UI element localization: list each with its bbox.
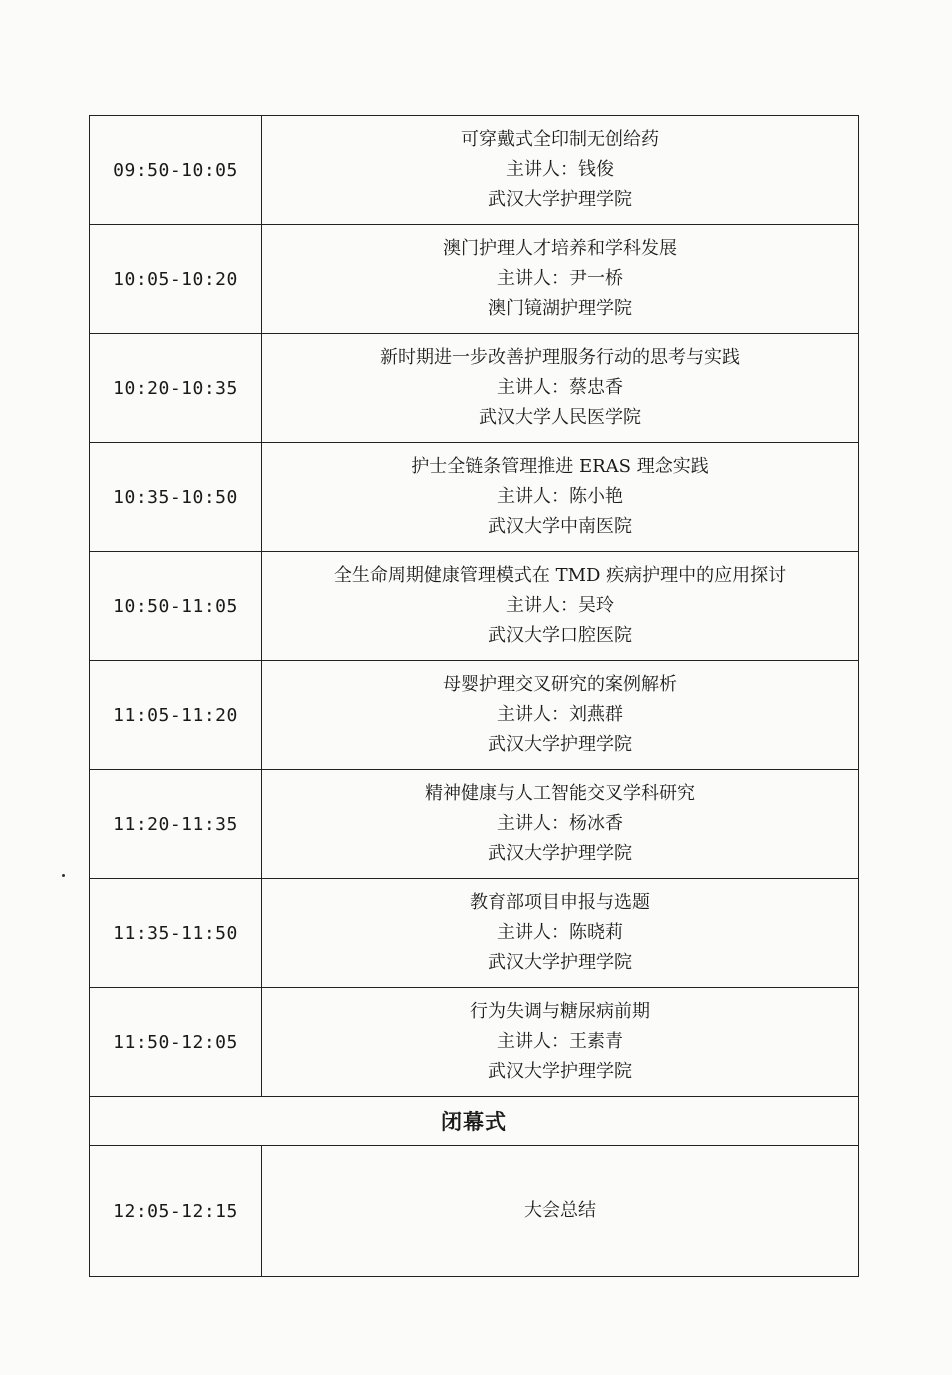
session-org: 武汉大学人民医学院 <box>479 407 641 428</box>
session-row <box>90 443 859 552</box>
session-row <box>90 225 859 334</box>
session-org: 武汉大学护理学院 <box>488 952 632 973</box>
session-speaker: 主讲人：尹一桥 <box>497 268 623 289</box>
session-org: 澳门镜湖护理学院 <box>488 298 632 319</box>
session-title: 全生命周期健康管理模式在 TMD 疾病护理中的应用探讨 <box>333 565 787 586</box>
session-org: 武汉大学中南医院 <box>488 516 632 537</box>
closing-time: 12:05-12:15 <box>90 1146 262 1277</box>
session-details <box>262 879 859 988</box>
session-org: 武汉大学护理学院 <box>488 1061 632 1082</box>
session-details <box>262 770 859 879</box>
scan-speck <box>62 874 65 877</box>
session-details <box>262 225 859 334</box>
session-org: 武汉大学口腔医院 <box>488 625 632 646</box>
session-title: 澳门护理人才培养和学科发展 <box>443 238 677 259</box>
session-details <box>262 443 859 552</box>
session-details <box>262 334 859 443</box>
session-row <box>90 770 859 879</box>
session-speaker: 主讲人：钱俊 <box>506 159 614 180</box>
session-title: 精神健康与人工智能交叉学科研究 <box>425 783 695 804</box>
session-title: 护士全链条管理推进 ERAS 理念实践 <box>411 456 709 477</box>
session-row <box>90 661 859 770</box>
session-time: 11:05-11:20 <box>90 661 262 770</box>
session-org: 武汉大学护理学院 <box>488 189 632 210</box>
closing-title: 大会总结 <box>262 1146 859 1277</box>
closing-section-row <box>90 1097 859 1146</box>
session-time: 11:50-12:05 <box>90 988 262 1097</box>
session-speaker: 主讲人：吴玲 <box>506 595 614 616</box>
closing-row <box>90 1146 859 1277</box>
session-speaker: 主讲人：陈晓莉 <box>497 922 623 943</box>
session-details <box>262 988 859 1097</box>
session-details <box>262 552 859 661</box>
session-speaker: 主讲人：刘燕群 <box>497 704 623 725</box>
session-org: 武汉大学护理学院 <box>488 843 632 864</box>
session-title: 新时期进一步改善护理服务行动的思考与实践 <box>380 347 740 368</box>
session-org: 武汉大学护理学院 <box>488 734 632 755</box>
session-speaker: 主讲人：陈小艳 <box>497 486 623 507</box>
session-details <box>262 661 859 770</box>
session-row <box>90 552 859 661</box>
session-row <box>90 334 859 443</box>
session-speaker: 主讲人：蔡忠香 <box>497 377 623 398</box>
session-time: 11:20-11:35 <box>90 770 262 879</box>
session-row <box>90 879 859 988</box>
session-speaker: 主讲人：王素青 <box>497 1031 623 1052</box>
session-time: 10:50-11:05 <box>90 552 262 661</box>
schedule-table <box>89 115 859 1277</box>
session-title: 教育部项目申报与选题 <box>470 892 650 913</box>
session-title: 行为失调与糖尿病前期 <box>470 1001 650 1022</box>
session-row <box>90 988 859 1097</box>
session-row <box>90 116 859 225</box>
session-time: 10:20-10:35 <box>90 334 262 443</box>
session-time: 10:05-10:20 <box>90 225 262 334</box>
session-speaker: 主讲人：杨冰香 <box>497 813 623 834</box>
session-title: 可穿戴式全印制无创给药 <box>461 129 659 150</box>
closing-section-title: 闭幕式 <box>90 1097 859 1146</box>
session-time: 11:35-11:50 <box>90 879 262 988</box>
session-details <box>262 116 859 225</box>
session-time: 09:50-10:05 <box>90 116 262 225</box>
session-time: 10:35-10:50 <box>90 443 262 552</box>
session-title: 母婴护理交叉研究的案例解析 <box>443 674 677 695</box>
